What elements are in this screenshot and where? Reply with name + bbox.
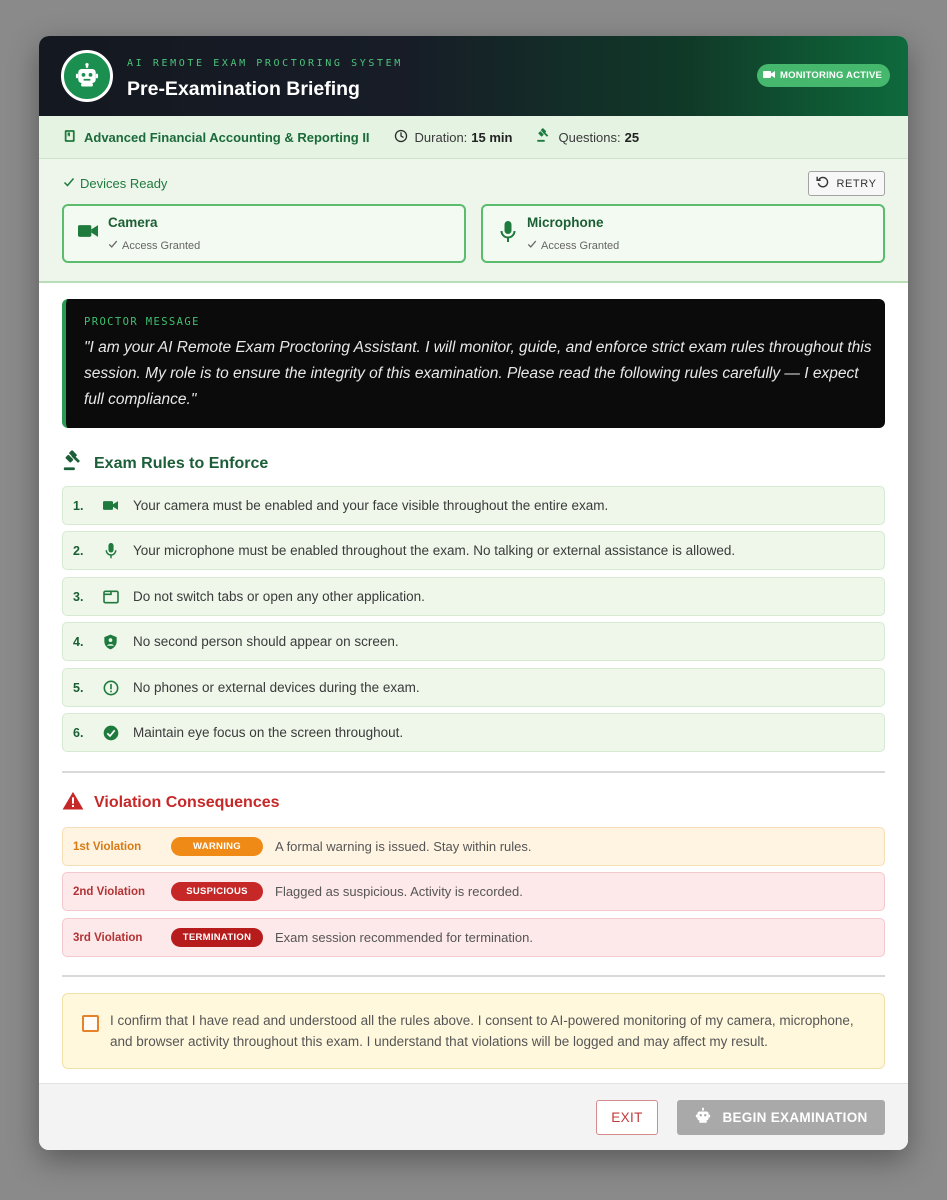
device-check-panel [39, 159, 908, 283]
begin-examination-label: BEGIN EXAMINATION [722, 1110, 868, 1125]
rule-item [62, 531, 885, 570]
consent-text: I confirm that I have read and understood all the rules above. I consent to AI-powered monitoring of my camera, microphone, and browser activity throughout this exam. I understand that violations will be logged and may affect my result. [110, 1013, 854, 1049]
retry-label: RETRY [836, 177, 877, 190]
violation-text: Exam session recommended for termination. [275, 930, 533, 945]
proctor-message-box [62, 299, 885, 428]
monitoring-status-badge [757, 64, 890, 87]
violation-text: Flagged as suspicious. Activity is recorded. [275, 884, 523, 899]
rules-title-label: Exam Rules to Enforce [94, 454, 269, 472]
camera-device-name: Camera [108, 215, 158, 230]
rule-text: Your camera must be enabled and your face visible throughout the entire exam. [133, 498, 609, 513]
questions-value: 25 [624, 129, 640, 145]
camera-device-status [108, 239, 200, 252]
proctor-message-text: "I am your AI Remote Exam Proctoring Assistant. I will monitor, guide, and enforce strict exam rules throughout this session. My role is to ensure the integrity of this examination. Please read the following rules carefully — I expect full compliance." [84, 339, 872, 408]
section-divider [62, 975, 885, 977]
monitoring-status-label: MONITORING ACTIVE [780, 70, 883, 81]
book-icon [63, 129, 77, 146]
check-icon [527, 239, 537, 252]
rule-item [62, 622, 885, 661]
rule-text: No phones or external devices during the exam. [133, 680, 420, 695]
violation-level: 1st Violation [73, 840, 142, 853]
warning-triangle-icon [62, 791, 84, 815]
course-name: Advanced Financial Accounting & Reporting II [84, 129, 370, 145]
section-divider [62, 771, 885, 773]
check-circle-icon [103, 725, 133, 741]
rule-text: Maintain eye focus on the screen throughout. [133, 725, 404, 740]
exam-info-bar [39, 116, 908, 159]
refresh-icon [816, 175, 830, 192]
briefing-modal [39, 36, 908, 1150]
questions-label: Questions: [558, 129, 621, 145]
rule-item [62, 668, 885, 707]
robot-icon [694, 1107, 712, 1128]
videocam-icon [763, 70, 775, 82]
violation-row [62, 872, 885, 911]
rule-item [62, 486, 885, 525]
tab-icon [103, 590, 133, 604]
retry-button[interactable] [808, 171, 885, 196]
proctor-message-label: PROCTOR MESSAGE [84, 316, 200, 328]
rule-text: No second person should appear on screen. [133, 634, 399, 649]
system-eyebrow: AI REMOTE EXAM PROCTORING SYSTEM [127, 58, 403, 69]
duration-value: 15 min [471, 129, 513, 145]
alert-circle-icon [103, 680, 133, 696]
microphone-status-label: Access Granted [541, 239, 620, 252]
rule-item [62, 713, 885, 752]
rule-number: 3. [73, 589, 84, 604]
microphone-device-card [481, 204, 885, 263]
duration-info [394, 129, 513, 146]
modal-header [39, 36, 908, 116]
microphone-device-name: Microphone [527, 215, 604, 230]
videocam-icon [78, 224, 98, 243]
rule-item [62, 577, 885, 616]
violation-text: A formal warning is issued. Stay within rules. [275, 839, 532, 854]
rule-number: 4. [73, 634, 84, 649]
consent-box [62, 993, 885, 1069]
devices-ready-status [63, 176, 167, 191]
devices-ready-label: Devices Ready [80, 176, 168, 191]
camera-device-card [62, 204, 466, 263]
violation-row [62, 827, 885, 866]
videocam-icon [103, 500, 133, 511]
violation-row [62, 918, 885, 957]
clock-icon [394, 129, 408, 146]
robot-avatar-icon [61, 50, 113, 102]
questions-info [536, 128, 639, 146]
warning-badge: WARNING [171, 837, 263, 856]
exit-button[interactable]: EXIT [596, 1100, 658, 1135]
gavel-icon [62, 450, 84, 477]
suspicious-badge: SUSPICIOUS [171, 882, 263, 901]
violation-level: 2nd Violation [73, 885, 145, 898]
rule-number: 6. [73, 725, 84, 740]
rule-number: 2. [73, 543, 84, 558]
violations-title-label: Violation Consequences [94, 794, 280, 811]
rules-section-title [62, 450, 268, 477]
page-title: Pre-Examination Briefing [127, 78, 360, 100]
violations-section-title [62, 791, 280, 815]
termination-badge: TERMINATION [171, 928, 263, 947]
consent-checkbox[interactable] [82, 1015, 99, 1032]
course-info [63, 129, 370, 146]
rule-text: Your microphone must be enabled throughout the exam. No talking or external assistance is allowed. [133, 543, 736, 558]
rule-number: 1. [73, 498, 84, 513]
check-icon [63, 176, 75, 191]
rule-number: 5. [73, 680, 84, 695]
camera-status-label: Access Granted [122, 239, 201, 252]
shield-person-icon [103, 634, 133, 650]
rule-text: Do not switch tabs or open any other application. [133, 589, 425, 604]
duration-label: Duration: [414, 129, 468, 145]
mic-icon [500, 221, 516, 248]
begin-examination-button[interactable] [677, 1100, 885, 1135]
microphone-device-status [527, 239, 619, 252]
gavel-icon [536, 128, 551, 146]
check-icon [108, 239, 118, 252]
violation-level: 3rd Violation [73, 931, 143, 944]
mic-icon [103, 543, 133, 559]
modal-footer [39, 1083, 908, 1150]
